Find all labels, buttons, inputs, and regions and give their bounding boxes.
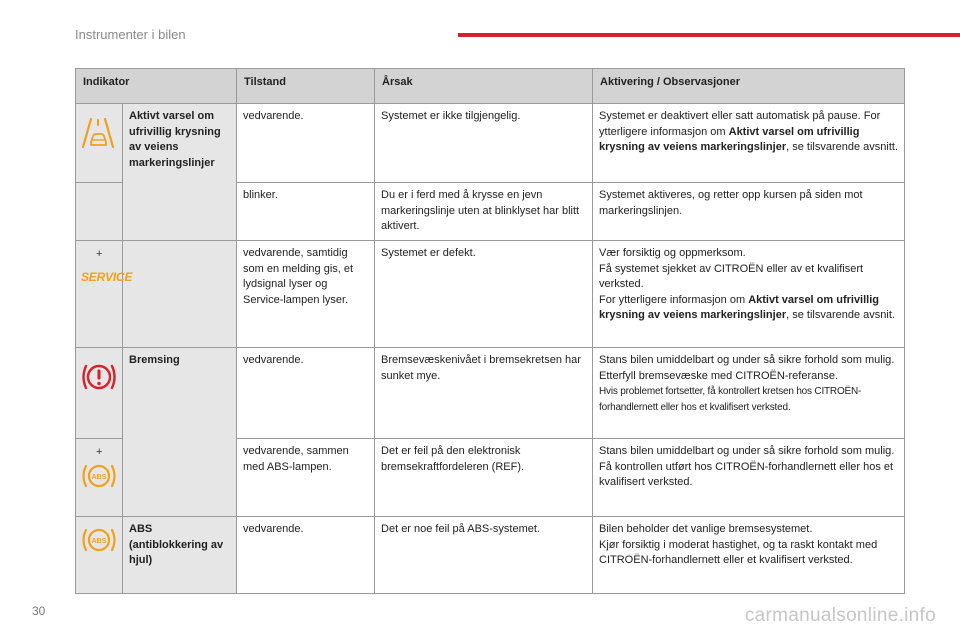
action-text: Vær forsiktig og oppmerksom. — [599, 247, 746, 259]
indicator-table — [75, 68, 905, 594]
state-cell: blinker. — [237, 183, 375, 241]
indicator-icon-cell — [76, 348, 123, 439]
section-title: Instrumenter i bilen — [75, 27, 186, 42]
page-number: 30 — [32, 604, 46, 618]
service-warning-icon: SERVICE — [81, 270, 133, 284]
state-cell: vedvarende, samtidig som en melding gis, et lydsignal lyser og Service-lampen lyser. — [237, 241, 375, 348]
watermark: carmanualsonline.info — [744, 605, 936, 626]
abs-icon — [79, 525, 119, 555]
indicator-icon-cell — [76, 104, 123, 183]
cause-cell: Bremsevæskenivået i bremsekretsen har sunket mye. — [375, 348, 593, 439]
action-text: Systemet er deaktivert eller satt automatisk på pause. For ytterligere informasjon om — [599, 110, 881, 138]
indicator-name: Bremsing — [123, 348, 237, 517]
table-row — [76, 104, 905, 183]
cause-cell: Systemet er defekt. — [375, 241, 593, 348]
svg-text:ABS: ABS — [91, 538, 107, 545]
action-cell — [593, 241, 905, 348]
action-reference: Aktivt varsel om ufrivillig krysning av veiens markeringslinjer — [599, 125, 860, 154]
action-text: Kjør forsiktig i moderat hastighet, og ta raskt kontakt med CITROËN-forhandlernett eller et kvalifisert verksted. — [599, 538, 878, 567]
action-cell: Systemet aktiveres, og retter opp kursen på siden mot markeringslinjen. — [593, 183, 905, 241]
action-text: Stans bilen umiddelbart og under så sikre forhold som mulig. — [599, 445, 895, 457]
table-row — [76, 348, 905, 439]
brake-warning-icon — [79, 360, 119, 394]
plus-sign: + — [96, 446, 103, 458]
action-text: Etterfyll bremsevæske med CITROËN-referanse. — [599, 369, 839, 382]
action-text: Få kontrollen utført hos CITROËN-forhandlernett eller hos et kvalifisert verksted. — [599, 460, 894, 489]
state-cell: vedvarende, sammen med ABS-lampen. — [237, 439, 375, 517]
indicator-name: Aktivt varsel om ufrivillig krysning av veiens markeringslinjer — [123, 104, 237, 241]
action-text: Få systemet sjekket av CITROËN eller av et kvalifisert verksted. — [599, 262, 864, 291]
table-row — [76, 241, 905, 348]
action-text: Stans bilen umiddelbart og under så sikre forhold som mulig. — [599, 354, 895, 366]
indicator-name: ABS (antiblokkering av hjul) — [123, 517, 237, 594]
abs-icon — [79, 461, 119, 491]
indicator-icon-cell — [76, 241, 133, 348]
cause-cell: Det er noe feil på ABS-systemet. — [375, 517, 593, 594]
table-header-row — [76, 69, 905, 104]
cause-cell: Det er feil på den elektronisk bremsekraftfordeleren (REF). — [375, 439, 593, 517]
lane-departure-warning-icon — [79, 116, 117, 150]
header-accent-bar — [458, 33, 960, 37]
action-cell — [593, 439, 905, 517]
state-cell: vedvarende. — [237, 517, 375, 594]
state-cell: vedvarende. — [237, 348, 375, 439]
column-header-indicator: Indikator — [76, 69, 237, 104]
action-cell — [593, 104, 905, 183]
indicator-icon-cell — [76, 439, 123, 517]
svg-text:ABS: ABS — [91, 474, 107, 481]
cause-cell: Du er i ferd med å krysse en jevn markeringslinje uten at blinklyset har blitt aktivert. — [375, 183, 593, 241]
action-text: For ytterligere informasjon om Aktivt varsel om ufrivillig krysning av veiens markeringslinjer, se tilsvarende avsnit. — [599, 293, 895, 322]
column-header-cause: Årsak — [375, 69, 593, 104]
state-cell: vedvarende. — [237, 104, 375, 183]
action-text: Hvis problemet fortsetter, få kontrollert kretsen hos CITROËN-forhandlernett eller hos et kvalifisert verksted. — [599, 386, 862, 413]
column-header-action: Aktivering / Observasjoner — [593, 69, 905, 104]
indicator-icon-cell — [76, 517, 123, 594]
plus-sign: + — [96, 248, 103, 260]
indicator-icon-cell — [76, 183, 123, 241]
action-text: Bilen beholder det vanlige bremsesystemet. — [599, 523, 813, 535]
action-cell — [593, 348, 905, 439]
column-header-state: Tilstand — [237, 69, 375, 104]
action-text: , se tilsvarende avsnitt. — [786, 141, 898, 154]
indicator-name-empty — [123, 241, 237, 348]
table-row — [76, 517, 905, 594]
cause-cell: Systemet er ikke tilgjengelig. — [375, 104, 593, 183]
action-cell — [593, 517, 905, 594]
